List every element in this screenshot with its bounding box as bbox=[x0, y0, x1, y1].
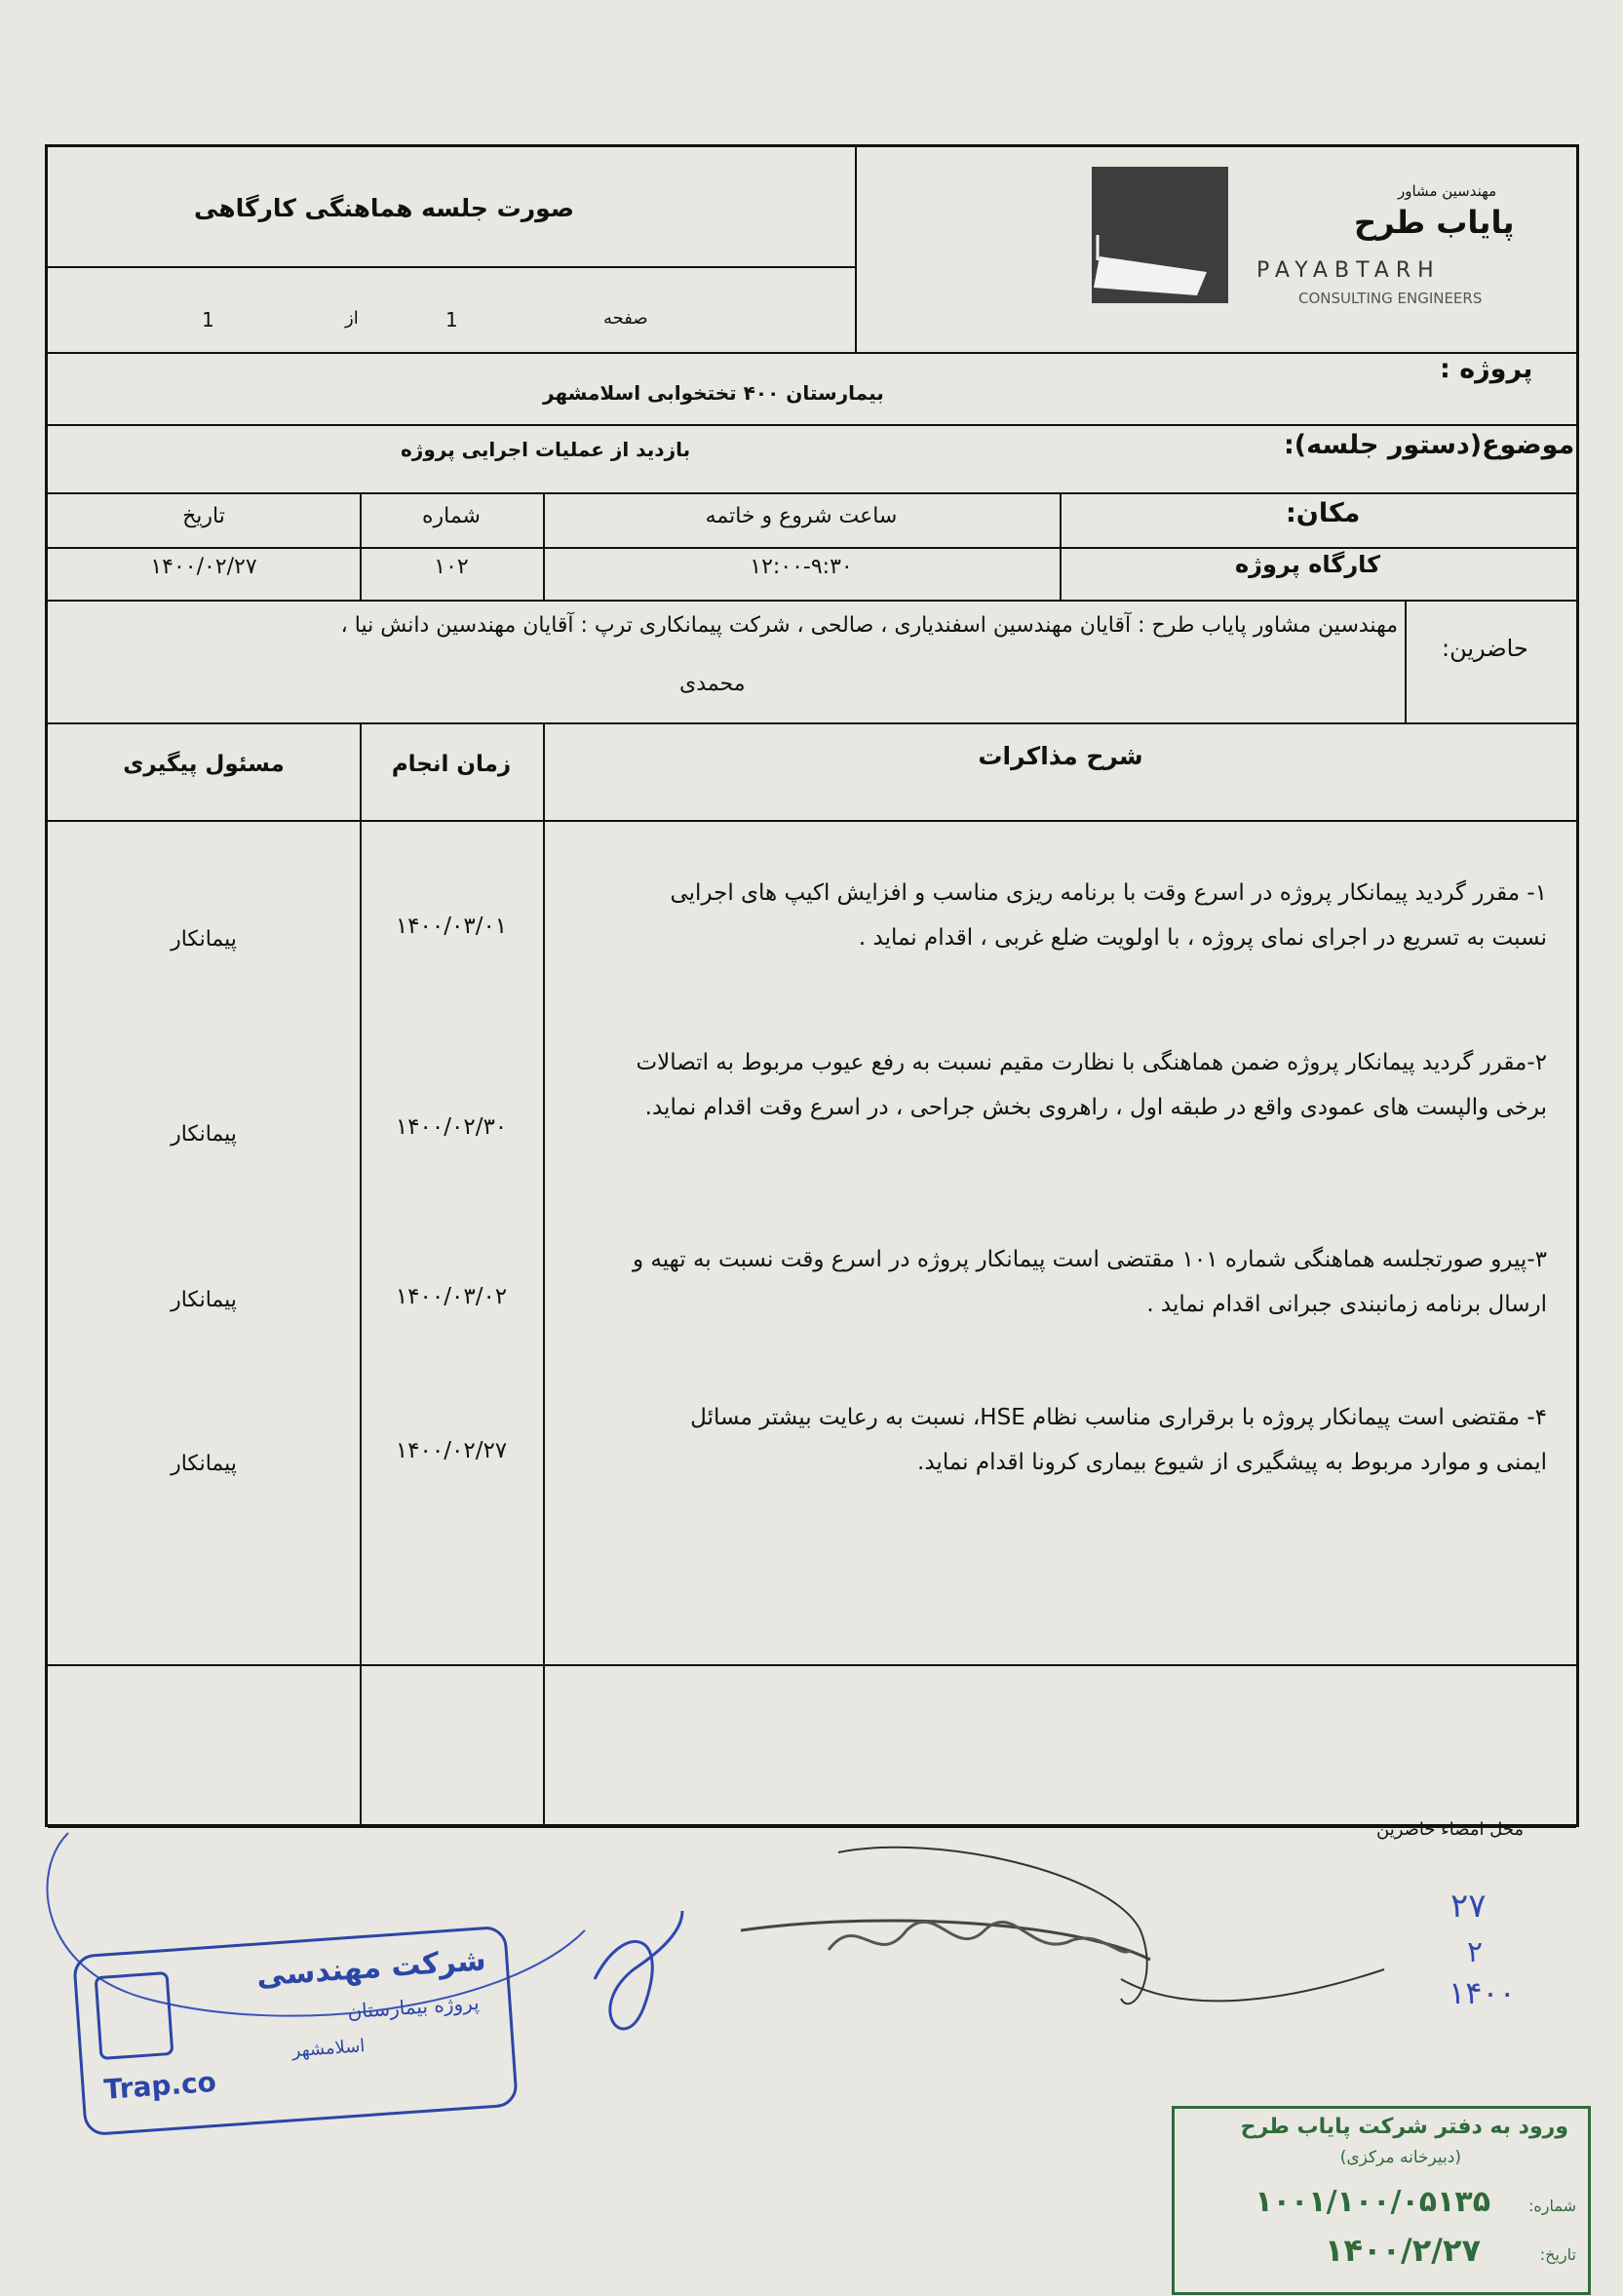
col-responsible-header: مسئول پیگیری bbox=[123, 752, 285, 777]
place-label: مکان: bbox=[1286, 498, 1361, 528]
handwritten-year: ۱۴۰۰ bbox=[1449, 1974, 1516, 2011]
receipt-number-label: شماره: bbox=[1527, 2197, 1576, 2215]
signatures-label: محل امضاء حاضرین bbox=[1376, 1819, 1525, 1840]
table-row-1-responsible: پیمانکار bbox=[171, 927, 237, 952]
stamp-line3: اسلامشهر bbox=[290, 2036, 366, 2062]
handwritten-month: ۲ bbox=[1467, 1935, 1484, 1969]
page-label: صفحه bbox=[603, 308, 648, 329]
table-row-3-text: ۳-پیرو صورتجلسه هماهنگی شماره ۱۰۱ مقتضی است پیمانکار پروژه در اسرع وقت نسبت به تهیه و ارسال برنامه زمانبندی جبرانی اقدام نماید . bbox=[632, 1247, 1547, 1317]
number-label: شماره bbox=[421, 504, 481, 528]
stamp-line2: پروژه بیمارستان bbox=[346, 1990, 481, 2024]
attendees-line2: محمدی bbox=[679, 672, 746, 696]
project-label: پروژه : bbox=[1440, 354, 1533, 384]
table-row-4-text: ۴- مقتضی است پیمانکار پروژه با برقراری مناسب نظام HSE، نسبت به رعایت بیشتر مسائل ایمنی و موارد مربوط به پیشگیری از شیوع بیماری کرونا اقدام نماید. bbox=[690, 1405, 1547, 1475]
table-row-2-responsible: پیمانکار bbox=[171, 1122, 237, 1147]
logo-top-line: مهندسین مشاور bbox=[1398, 182, 1497, 200]
payabtarh-logo-icon bbox=[1092, 167, 1228, 303]
date-value: ۱۴۰۰/۰۲/۲۷ bbox=[150, 555, 257, 579]
number-value: ۱۰۲ bbox=[434, 555, 469, 579]
logo-name-en: PAYABTARH bbox=[1256, 258, 1441, 283]
logo-tagline: CONSULTING ENGINEERS bbox=[1298, 290, 1483, 307]
stamp-line1: شرکت مهندسی bbox=[255, 1943, 487, 1994]
attendees-label: حاضرین: bbox=[1442, 635, 1528, 662]
time-value: ۱۲:۰۰-۹:۳۰ bbox=[750, 555, 853, 579]
project-value: بیمارستان ۴۰۰ تختخوابی اسلامشهر bbox=[543, 381, 884, 405]
col-deadline-header: زمان انجام bbox=[391, 752, 512, 777]
receipt-stamp bbox=[1172, 2106, 1591, 2295]
table-row-3-responsible: پیمانکار bbox=[171, 1288, 237, 1312]
contractor-stamp-logo-icon bbox=[95, 1971, 174, 2060]
attendees-line1: مهندسین مشاور پایاب طرح : آقایان مهندسین اسفندیاری ، صالحی ، شرکت پیمانکاری ترپ : آقایان مهندسین دانش نیا ، bbox=[340, 613, 1398, 638]
page-current: 1 bbox=[445, 308, 458, 331]
place-value: کارگاه پروژه bbox=[1235, 551, 1381, 578]
subject-value: بازدید از عملیات اجرایی پروژه bbox=[401, 438, 691, 461]
col-description-header: شرح مذاکرات bbox=[978, 742, 1143, 770]
page-total: 1 bbox=[202, 308, 214, 331]
time-label: ساعت شروع و خاتمه bbox=[705, 504, 898, 528]
receipt-title: ورود به دفتر شرکت پایاب طرح bbox=[1240, 2115, 1568, 2139]
logo-name-fa: پایاب طرح bbox=[1354, 204, 1515, 241]
receipt-subtitle: (دبیرخانه مرکزی) bbox=[1339, 2148, 1461, 2167]
table-row-1-text: ۱- مقرر گردید پیمانکار پروژه در اسرع وقت با برنامه ریزی مناسب و افزایش اکیپ های اجرایی نسبت به تسریع در اجرای نمای پروژه ، با اولویت ضلع غربی ، اقدام نماید . bbox=[670, 880, 1547, 951]
receipt-date-value: ۱۴۰۰/۲/۲۷ bbox=[1324, 2232, 1481, 2269]
table-row-3-deadline: ۱۴۰۰/۰۳/۰۲ bbox=[395, 1284, 508, 1309]
table-row-4-responsible: پیمانکار bbox=[171, 1452, 237, 1476]
page-of: از bbox=[345, 308, 359, 329]
subject-label: موضوع(دستور جلسه): bbox=[1284, 430, 1575, 460]
receipt-number-value: ۱۰۰۱/۱۰۰/۰۵۱۳۵ bbox=[1255, 2185, 1490, 2219]
table-row-2-deadline: ۱۴۰۰/۰۲/۳۰ bbox=[395, 1114, 508, 1140]
table-row-1-deadline: ۱۴۰۰/۰۳/۰۱ bbox=[395, 914, 508, 939]
date-label: تاریخ bbox=[182, 504, 225, 528]
form-title: صورت جلسه هماهنگی کارگاهی bbox=[193, 194, 574, 222]
handwritten-day: ۲۷ bbox=[1450, 1887, 1487, 1926]
table-row-4-deadline: ۱۴۰۰/۰۲/۲۷ bbox=[395, 1438, 508, 1463]
table-row-2-text: ۲-مقرر گردید پیمانکار پروژه ضمن هماهنگی با نظارت مقیم نسبت به رفع عیوب مربوط به اتصالات برخی والپست های عمودی واقع در طبقه اول ، راهروی بخش جراحی ، در اسرع وقت اقدام نماید. bbox=[636, 1050, 1547, 1120]
minutes-form bbox=[45, 144, 1579, 1827]
stamp-logo-text: Trap.co bbox=[102, 2065, 217, 2106]
receipt-date-label: تاریخ: bbox=[1539, 2245, 1576, 2264]
contractor-stamp bbox=[72, 1926, 519, 2137]
